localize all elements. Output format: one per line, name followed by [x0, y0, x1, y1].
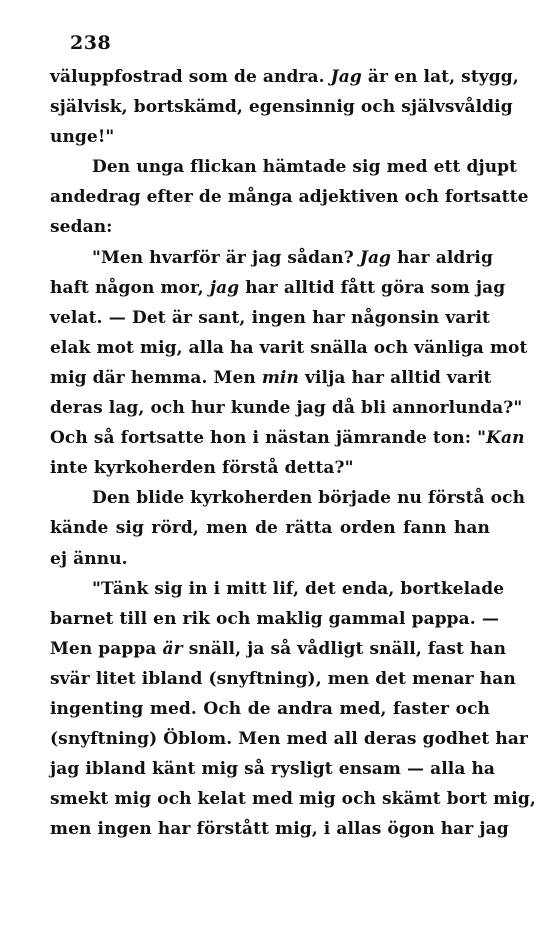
- text-line: [50, 483, 526, 513]
- italic-text-segment: är: [162, 638, 183, 659]
- italic-text-segment: "Kan: [477, 428, 525, 449]
- text-line: [50, 724, 528, 754]
- text-line: [50, 212, 490, 242]
- text-line: [50, 92, 513, 122]
- text-line: [50, 664, 516, 694]
- text-segment: ej ännu.: [50, 548, 128, 569]
- text-segment: har alltid fått göra som jag: [239, 277, 506, 298]
- text-line: [50, 303, 490, 333]
- text-segment: Den unga flickan hämtade sig med ett djupt: [92, 157, 518, 178]
- text-segment: smekt mig och kelat med mig och skämt bort mig,: [50, 789, 536, 810]
- text-line: [50, 814, 509, 844]
- text-segment: Men pappa: [50, 638, 163, 659]
- text-segment: andedrag efter de många adjektiven och fortsatte: [50, 187, 529, 208]
- text-segment: har aldrig: [391, 247, 493, 268]
- italic-text-segment: min: [261, 367, 299, 388]
- italic-text-segment: Jag: [359, 247, 392, 268]
- text-segment: är en lat, stygg,: [361, 67, 519, 87]
- text-segment: svär litet ibland (snyftning), men det menar han: [50, 668, 516, 689]
- text-line: [50, 513, 490, 543]
- text-line: [50, 393, 523, 423]
- text-line: [50, 544, 490, 574]
- text-line: [50, 634, 507, 664]
- text-segment: ingenting med. Och de andra med, faster och: [50, 698, 490, 719]
- text-segment: haft någon mor,: [50, 277, 210, 298]
- text-segment: unge!": [50, 127, 115, 148]
- text-line: [50, 754, 496, 784]
- text-line: [50, 363, 490, 393]
- text-line: [50, 604, 499, 634]
- text-line: [50, 62, 519, 92]
- italic-text-segment: Jag: [330, 67, 362, 87]
- page-number: 238: [70, 32, 112, 54]
- italic-text-segment: jag: [209, 277, 240, 298]
- text-segment: sedan:: [50, 217, 113, 238]
- text-line: [50, 453, 490, 483]
- text-segment: mig där hemma. Men: [50, 367, 262, 388]
- text-line: [50, 182, 529, 212]
- text-segment: "Tänk sig in i mitt lif, det enda, bortkelade: [92, 578, 505, 599]
- text-line: [50, 694, 490, 724]
- text-segment: självisk, bortskämd, egensinnig och självsvåldig: [50, 97, 513, 118]
- text-segment: inte kyrkoherden förstå detta?": [50, 458, 354, 479]
- text-segment: elak mot mig, alla ha varit snälla och vänliga mot: [50, 337, 528, 358]
- text-line: [50, 243, 493, 273]
- text-segment: jag ibland känt mig så rysligt ensam — alla ha: [50, 759, 496, 780]
- text-segment: Och så fortsatte hon i nästan jämrande ton:: [50, 428, 478, 449]
- text-segment: väluppfostrad som de andra.: [50, 67, 331, 87]
- text-line: [50, 333, 528, 363]
- text-line: [50, 423, 525, 453]
- body-text: [50, 62, 536, 844]
- text-segment: "Men hvarför är jag sådan?: [92, 247, 360, 268]
- text-segment: Den blide kyrkoherden började nu förstå och: [92, 488, 526, 509]
- text-segment: men ingen har förstått mig, i allas ögon har jag: [50, 819, 509, 840]
- text-segment: kände sig rörd, men de rätta orden fann han: [50, 518, 490, 539]
- text-line: [50, 122, 490, 152]
- text-segment: snäll, ja så vådligt snäll, fast han: [182, 638, 507, 659]
- text-segment: (snyftning) Öblom. Men med all deras godhet har: [50, 729, 528, 750]
- text-line: [50, 273, 506, 303]
- text-line: [50, 574, 505, 604]
- text-segment: velat. — Det är sant, ingen har någonsin varit: [50, 307, 490, 328]
- text-line: [50, 784, 536, 814]
- text-segment: deras lag, och hur kunde jag då bli annorlunda?": [50, 398, 523, 419]
- text-segment: barnet till en rik och maklig gammal pappa. —: [50, 608, 499, 629]
- text-segment: vilja har alltid varit: [298, 367, 492, 388]
- text-line: [50, 152, 518, 182]
